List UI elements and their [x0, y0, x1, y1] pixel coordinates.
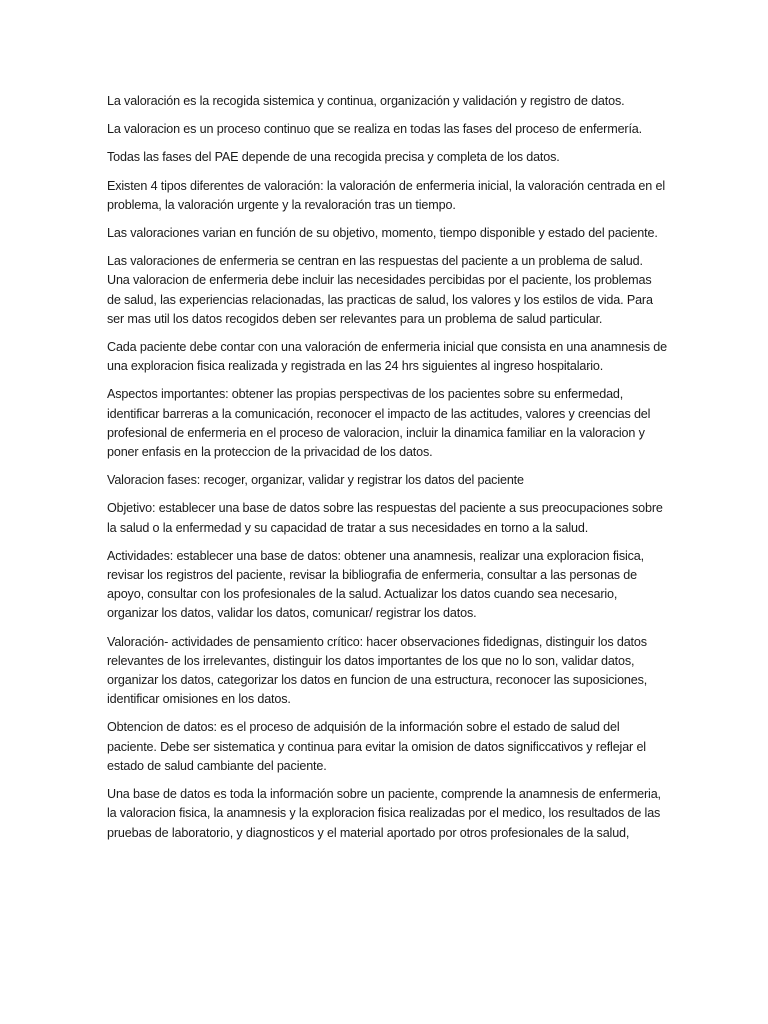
paragraph: Una base de datos es toda la información sobre un paciente, comprende la anamnesis de enfermeria, la valoracion fisica, la anamnesis y la exploracion fisica realizadas por el medico, los resultados de las pruebas de laboratorio, y diagnosticos y el material aportado por otros profesionales de la salud,	[107, 787, 661, 840]
paragraph: Existen 4 tipos diferentes de valoración: la valoración de enfermeria inicial, la valoración centrada en el problema, la valoración urgente y la revaloración tras un tiempo.	[107, 178, 665, 212]
paragraph: Todas las fases del PAE depende de una recogida precisa y completa de los datos.	[107, 150, 560, 165]
paragraph: Objetivo: establecer una base de datos sobre las respuestas del paciente a sus preocupaciones sobre la salud o la enfermedad y su capacidad de tratar a sus necesidades en torno a la salud.	[107, 501, 663, 535]
paragraph: Valoración- actividades de pensamiento crítico: hacer observaciones fidedignas, distinguir los datos relevantes de los irrelevantes, distinguir los datos importantes de los que no lo son, validar datos, organizar los datos, categorizar los datos en funcion de una estructura, reconocer las suposiciones, identificar omisiones en los datos.	[107, 634, 648, 707]
paragraph: Cada paciente debe contar con una valoración de enfermeria inicial que consista en una anamnesis de una exploracion fisica realizada y registrada en las 24 hrs siguientes al ingreso hospitalario.	[107, 340, 667, 374]
paragraph: Valoracion fases: recoger, organizar, validar y registrar los datos del paciente	[107, 473, 524, 488]
paragraph: Obtencion de datos: es el proceso de adquisión de la información sobre el estado de salud del paciente. Debe ser sistematica y continua para evitar la omision de datos significcativos y reflejar el estado de salud cambiante del paciente.	[107, 720, 646, 773]
document-body	[107, 92, 667, 852]
paragraph: Las valoraciones de enfermeria se centran en las respuestas del paciente a un problema de salud. Una valoracion de enfermeria debe incluir las necesidades percibidas por el paciente, los problemas de salud, las experiencias relacionadas, las practicas de salud, los valores y los estilos de vida. Para ser mas util los datos recogidos deben ser relevantes para un problema de salud particular.	[107, 254, 653, 326]
paragraph: Aspectos importantes: obtener las propias perspectivas de los pacientes sobre su enfermedad, identificar barreras a la comunicación, reconocer el impacto de las actitudes, valores y creencias del profesional de enfermeria en el proceso de valoracion, incluir la dinamica familiar en la valoracion y poner enfasis en la proteccion de la privacidad de los datos.	[107, 387, 651, 460]
paragraph: La valoración es la recogida sistemica y continua, organización y validación y registro de datos.	[107, 94, 625, 108]
paragraph: Las valoraciones varian en función de su objetivo, momento, tiempo disponible y estado del paciente.	[107, 226, 658, 241]
paragraph: La valoracion es un proceso continuo que se realiza en todas las fases del proceso de enfermería.	[107, 122, 643, 137]
paragraph: Actividades: establecer una base de datos: obtener una anamnesis, realizar una exploracion fisica, revisar los registros del paciente, revisar la bibliografia de enfermeria, consultar a las personas de apoyo, consultar con los profesionales de la salud. Actualizar los datos cuando sea necesario, organizar los datos, validar los datos, comunicar/ registrar los datos.	[107, 548, 644, 621]
